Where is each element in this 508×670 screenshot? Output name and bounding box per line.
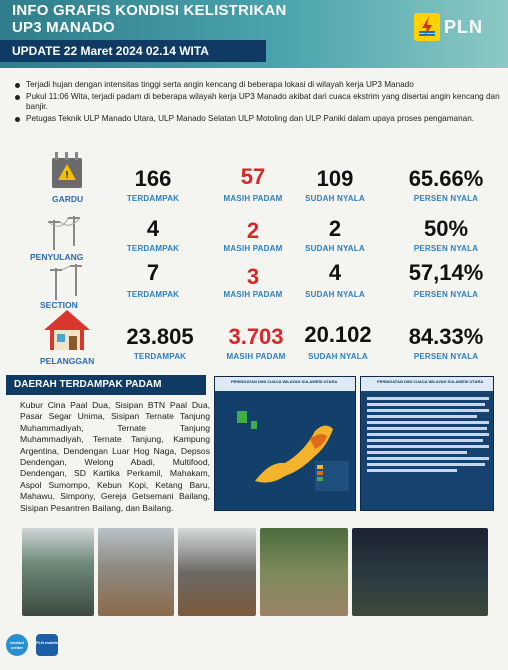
page-title	[12, 2, 287, 36]
update-timestamp: UPDATE 22 Maret 2024 02.14 WITA	[0, 40, 266, 62]
terdampak-value: 166	[134, 166, 172, 191]
bullet-item: Terjadi hujan dengan intensitas tinggi serta angin kencang di beberapa lokasi di wilayah kerja UP3 Manado	[14, 80, 500, 91]
map-header: PERINGATAN DINI CUACA WILAYAH SULAWESI UTARA	[361, 377, 493, 391]
persen-label: PERSEN NYALA	[413, 244, 479, 253]
logo-text: PLN	[444, 16, 483, 37]
persen-value: 50%	[423, 216, 469, 241]
transformer-icon	[42, 150, 92, 190]
category-label: SECTION	[40, 300, 78, 310]
weather-warning-map	[214, 376, 356, 511]
pln-mobile-icon[interactable]: PLN mobile	[36, 634, 58, 656]
landslide-photo	[260, 528, 348, 616]
stat-row-gardu	[0, 148, 508, 204]
bullet-item: Petugas Teknik ULP Manado Utara, ULP Manado Selatan ULP Motoling dan ULP Paniki dalam upaya proses pengamanan.	[14, 114, 500, 125]
terdampak-value: 23.805	[126, 324, 194, 349]
bullet-item: Pukul 11:06 Wita, terjadi padam di beberapa wilayah kerja UP3 Manado akibat dari cuaca ekstrim yang disertai angin kencang dan banjir.	[14, 92, 500, 113]
nyala-label: SUDAH NYALA	[305, 244, 365, 253]
area-section-title: DAERAH TERDAMPAK PADAM	[6, 375, 206, 395]
terdampak-label: TERDAMPAK	[133, 352, 187, 361]
house-icon	[42, 308, 92, 348]
persen-label: PERSEN NYALA	[413, 194, 479, 203]
affected-areas-text: Kubur Cina Paal Dua, Sisipan BTN Paal Dua, Pasar Segar Unima, Sisipan Ternate Tanjung Muhammadiyah, Ternate Tanjung Muhammadiyah, Ternate Tanjung, Kampung Argentina, Dendengan Luar Hog Naga, Depsos Dendengan, Welong Abadi, Multifood, Dendengan, SD Kartika Perkamil, Mahakam, Aspol Sumompo, Kebun Kopi, Ketang Baru, Mahawu, Simpony, Gereja Getsemani Bailang, Sisipan Pesantren Bailang, dan Bailang.	[20, 400, 210, 513]
footer-icons	[6, 634, 58, 656]
padam-value: 2	[246, 218, 260, 243]
flood-photo-1	[22, 528, 94, 616]
stat-row-section	[0, 260, 508, 310]
nyala-value: 109	[316, 166, 354, 191]
nyala-label: SUDAH NYALA	[305, 194, 365, 203]
terdampak-label: TERDAMPAK	[126, 194, 180, 203]
padam-label: MASIH PADAM	[223, 244, 283, 253]
category-label: PENYULANG	[30, 252, 84, 262]
header-banner	[0, 0, 508, 68]
contact-center-icon[interactable]: contact center	[6, 634, 28, 656]
lightning-icon	[414, 13, 440, 41]
terdampak-value: 7	[146, 260, 160, 285]
padam-label: MASIH PADAM	[223, 194, 283, 203]
persen-value: 65.66%	[408, 166, 484, 191]
weather-warning-text-panel	[360, 376, 494, 511]
padam-value: 57	[240, 164, 266, 189]
padam-label: MASIH PADAM	[226, 352, 286, 361]
stat-row-penyulang	[0, 212, 508, 262]
nyala-label: SUDAH NYALA	[305, 290, 365, 299]
terdampak-label: TERDAMPAK	[126, 244, 180, 253]
flood-photo-3	[178, 528, 256, 616]
warning-text-block	[361, 391, 495, 512]
padam-label: MASIH PADAM	[223, 290, 283, 299]
svg-text:!: !	[65, 170, 69, 181]
nyala-value: 2	[328, 216, 342, 241]
nyala-value: 4	[328, 260, 342, 285]
persen-value: 84.33%	[408, 324, 484, 349]
terdampak-label: TERDAMPAK	[126, 290, 180, 299]
persen-label: PERSEN NYALA	[413, 290, 479, 299]
region-map-image	[215, 391, 357, 512]
stat-row-pelanggan	[0, 308, 508, 366]
category-label: GARDU	[52, 194, 84, 204]
persen-label: PERSEN NYALA	[413, 352, 479, 361]
padam-value: 3	[246, 264, 260, 289]
title-line-1: INFO GRAFIS KONDISI KELISTRIKAN	[12, 2, 287, 19]
power-line-icon	[42, 212, 92, 252]
persen-value: 57,14%	[408, 260, 484, 285]
pole-icon	[42, 262, 92, 302]
map-header: PERINGATAN DINI CUACA WILAYAH SULAWESI UTARA	[215, 377, 355, 391]
terdampak-value: 4	[146, 216, 160, 241]
title-line-2: UP3 MANADO	[12, 19, 115, 36]
pln-logo	[414, 12, 504, 42]
padam-value: 3.703	[228, 324, 284, 349]
category-label: PELANGGAN	[40, 356, 95, 366]
info-bullets	[14, 80, 500, 125]
flood-photo-2	[98, 528, 174, 616]
nyala-value: 20.102	[304, 322, 372, 347]
nyala-label: SUDAH NYALA	[308, 352, 368, 361]
night-repair-photo	[352, 528, 488, 616]
